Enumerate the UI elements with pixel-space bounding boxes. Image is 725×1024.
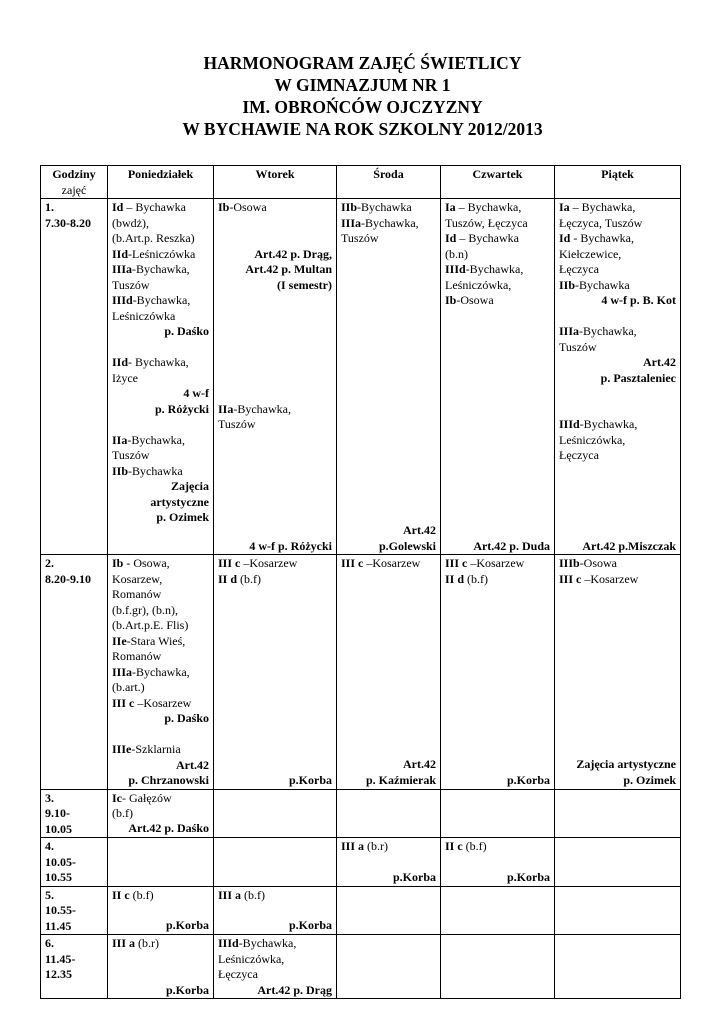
table-row	[41, 199, 681, 555]
hour-cell: 4. 10.05- 10.55	[41, 838, 108, 887]
thursday-cell: II c (b.f) p.Korba	[441, 838, 555, 887]
monday-cell	[108, 838, 214, 887]
thursday-cell	[441, 935, 555, 999]
monday-cell: Id – Bychawka (bwdż), (b.Art.p. Reszka) IId-Leśniczówka IIIa-Bychawka, Tuszów IIId-Bychawka, Leśniczówka p. Daśko IId- Bychawka, Iżyce 4 w-f p. Różycki IIa-Bychawka, Tuszów IIb-Bychawka Zajęcia artystyczne p. Ozimek	[108, 199, 214, 555]
thursday-cell: Ia – Bychawka, Tuszów, Łęczyca Id – Bychawka (b.n) IIId-Bychawka, Leśniczówka, Ib-Osowa Art.42 p. Duda	[441, 199, 555, 555]
header-row	[41, 166, 681, 199]
friday-cell	[555, 789, 681, 838]
tuesday-cell	[214, 838, 337, 887]
hour-cell: 6. 11.45- 12.35	[41, 935, 108, 999]
table-row	[41, 838, 681, 887]
monday-cell: Ic- Gałęzów (b.f) Art.42 p. Daśko	[108, 789, 214, 838]
tuesday-cell	[214, 789, 337, 838]
wednesday-cell: III a (b.r) p.Korba	[337, 838, 441, 887]
friday-cell	[555, 838, 681, 887]
hour-cell: 5. 10.55- 11.45	[41, 886, 108, 935]
header-hours: Godziny zajęć	[41, 166, 108, 199]
thursday-cell	[441, 886, 555, 935]
monday-cell: Ib - Osowa, Kosarzew, Romanów (b.f.gr), (b.n), (b.Art.p.E. Flis) IIe-Stara Wieś, Romanów IIIa-Bychawka, (b.art.) III c –Kosarzew p. Daśko IIIe-Szklarnia Art.42 p. Chrzanowski	[108, 555, 214, 790]
hour-cell: 3. 9.10- 10.05	[41, 789, 108, 838]
title-line-1: HARMONOGRAM ZAJĘĆ ŚWIETLICY	[203, 53, 522, 73]
friday-cell	[555, 935, 681, 999]
wednesday-cell: III c –Kosarzew Art.42 p. Kaźmierak	[337, 555, 441, 790]
table-row	[41, 555, 681, 790]
header-thursday: Czwartek	[441, 166, 555, 199]
title-line-2: W GIMNAZJUM NR 1	[274, 75, 451, 95]
tuesday-cell: IIId-Bychawka, Leśniczówka, Łęczyca Art.42 p. Drąg	[214, 935, 337, 999]
table-row	[41, 789, 681, 838]
table-row	[41, 886, 681, 935]
tuesday-cell: III c –Kosarzew II d (b.f) p.Korba	[214, 555, 337, 790]
wednesday-cell: IIb-Bychawka IIIa-Bychawka, Tuszów Art.42 p.Golewski	[337, 199, 441, 555]
thursday-cell	[441, 789, 555, 838]
monday-cell: II c (b.f) p.Korba	[108, 886, 214, 935]
schedule-table	[40, 165, 681, 999]
title-line-4: W BYCHAWIE NA ROK SZKOLNY 2012/2013	[182, 119, 543, 139]
wednesday-cell	[337, 789, 441, 838]
tuesday-cell: III a (b.f) p.Korba	[214, 886, 337, 935]
thursday-cell: III c –Kosarzew II d (b.f) p.Korba	[441, 555, 555, 790]
wednesday-cell	[337, 886, 441, 935]
header-tuesday: Wtorek	[214, 166, 337, 199]
header-wednesday: Środa	[337, 166, 441, 199]
monday-cell: III a (b.r) p.Korba	[108, 935, 214, 999]
header-friday: Piątek	[555, 166, 681, 199]
document-title	[0, 52, 725, 140]
tuesday-cell: Ib-Osowa Art.42 p. Drąg, Art.42 p. Multan (I semestr) IIa-Bychawka, Tuszów 4 w-f p. Różycki	[214, 199, 337, 555]
hour-cell: 2. 8.20-9.10	[41, 555, 108, 790]
friday-cell: Ia – Bychawka, Łęczyca, Tuszów Id - Bychawka, Kiełczewice, Łęczyca IIb-Bychawka 4 w-f p. B. Kot IIIa-Bychawka, Tuszów Art.42 p. Pasztaleniec IIId-Bychawka, Leśniczówka, Łęczyca Art.42 p.Miszczak	[555, 199, 681, 555]
friday-cell	[555, 886, 681, 935]
wednesday-cell	[337, 935, 441, 999]
hour-cell: 1. 7.30-8.20	[41, 199, 108, 555]
table-row	[41, 935, 681, 999]
friday-cell: IIIb-Osowa III c –Kosarzew Zajęcia artystyczne p. Ozimek	[555, 555, 681, 790]
header-monday: Poniedziałek	[108, 166, 214, 199]
title-line-3: IM. OBROŃCÓW OJCZYZNY	[242, 97, 483, 117]
